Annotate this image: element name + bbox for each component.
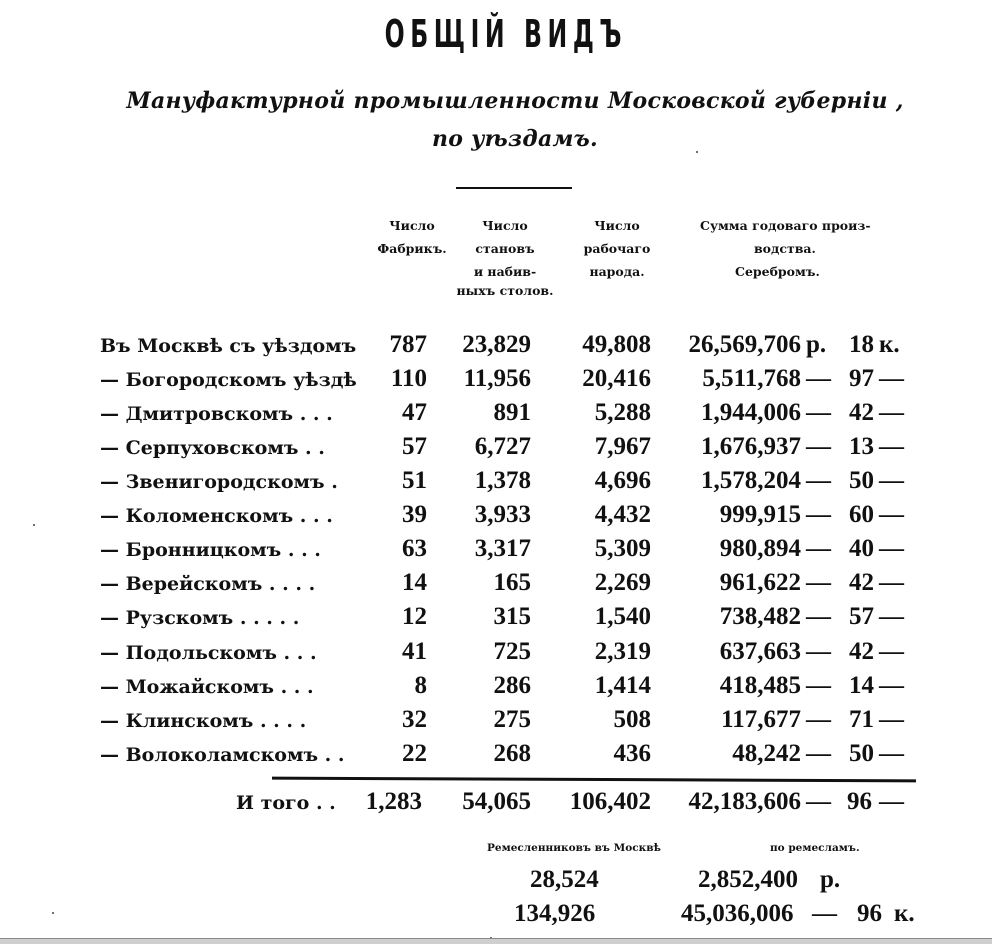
kop-mark: — bbox=[879, 467, 904, 494]
district-name: Въ Москвѣ съ уѣздомъ bbox=[100, 335, 357, 357]
factories-cell: 12 bbox=[402, 603, 427, 630]
workers-cell: 436 bbox=[613, 740, 651, 767]
factories-cell: 32 bbox=[402, 706, 427, 733]
looms-cell: 11,956 bbox=[463, 365, 531, 392]
table-row bbox=[0, 401, 992, 431]
workers-cell: 1,540 bbox=[594, 603, 651, 630]
viewer-bottom-edge bbox=[0, 938, 992, 944]
rub-mark: р. bbox=[806, 331, 827, 358]
scan-speck bbox=[696, 151, 698, 153]
looms-cell: 725 bbox=[493, 638, 531, 665]
header-looms bbox=[455, 214, 555, 302]
rub-mark: — bbox=[806, 535, 831, 562]
table-row bbox=[0, 742, 992, 772]
looms-cell: 268 bbox=[493, 740, 531, 767]
sum-cell: 117,677 bbox=[721, 706, 801, 733]
header-line: Сумма годоваго произ- bbox=[700, 218, 871, 233]
factories-cell: 110 bbox=[390, 365, 427, 392]
workers-cell: 2,269 bbox=[594, 569, 651, 596]
kop-mark: — bbox=[879, 535, 904, 562]
sum-cell: 1,676,937 bbox=[701, 433, 801, 460]
kop-mark: к. bbox=[879, 331, 900, 358]
header-line: народа. bbox=[589, 264, 645, 279]
header-line: рабочаго bbox=[583, 241, 651, 256]
total-sum: 42,183,606 bbox=[688, 788, 801, 815]
sum-cell: 418,485 bbox=[719, 672, 801, 699]
page-title: ОБЩІЙ ВИДЪ bbox=[384, 12, 628, 56]
workers-cell: 49,808 bbox=[582, 331, 651, 358]
rub-mark: — bbox=[806, 399, 831, 426]
district-name: — Волоколамскомъ . . bbox=[100, 744, 345, 766]
looms-cell: 3,933 bbox=[474, 501, 531, 528]
district-name: — Коломенскомъ . . . bbox=[100, 505, 333, 527]
kop-cell: 50 bbox=[849, 740, 874, 767]
rub-mark: — bbox=[806, 740, 831, 767]
kop-cell: 57 bbox=[849, 603, 874, 630]
looms-cell: 315 bbox=[493, 603, 531, 630]
factories-cell: 47 bbox=[402, 399, 427, 426]
kop-cell: 42 bbox=[849, 638, 874, 665]
rub-mark: — bbox=[806, 638, 831, 665]
rub-mark: — bbox=[806, 672, 831, 699]
table-row bbox=[0, 503, 992, 533]
header-line: и набив- bbox=[473, 264, 537, 279]
header-annual-sum bbox=[688, 214, 920, 283]
header-line: Число bbox=[482, 218, 528, 233]
looms-cell: 23,829 bbox=[462, 331, 531, 358]
scan-speck bbox=[52, 912, 54, 914]
table-row bbox=[0, 435, 992, 465]
total-kop-mark: — bbox=[879, 788, 904, 815]
looms-cell: 3,317 bbox=[474, 535, 531, 562]
sum-cell: 999,915 bbox=[719, 501, 801, 528]
header-line: ныхъ столов. bbox=[456, 283, 554, 298]
sum-cell: 637,663 bbox=[719, 638, 801, 665]
kop-mark: — bbox=[879, 706, 904, 733]
kop-cell: 18 bbox=[849, 331, 874, 358]
kop-cell: 13 bbox=[849, 433, 874, 460]
title-divider bbox=[456, 187, 572, 189]
looms-cell: 891 bbox=[493, 399, 531, 426]
looms-cell: 275 bbox=[493, 706, 531, 733]
kop-mark: — bbox=[879, 638, 904, 665]
sum-cell: 738,482 bbox=[719, 603, 801, 630]
sum-cell: 48,242 bbox=[732, 740, 801, 767]
kop-cell: 60 bbox=[849, 501, 874, 528]
total-kop: 96 bbox=[847, 788, 872, 815]
header-line: Число bbox=[594, 218, 640, 233]
kop-cell: 14 bbox=[849, 672, 874, 699]
table-row bbox=[0, 571, 992, 601]
table-row bbox=[0, 333, 992, 363]
subtitle-line-1: Мануфактурной промышленности Московской губерніи , bbox=[126, 88, 904, 114]
grand-dash: — bbox=[812, 900, 837, 927]
looms-cell: 165 bbox=[493, 569, 531, 596]
grand-kop-mark: к. bbox=[894, 900, 915, 927]
kop-mark: — bbox=[879, 365, 904, 392]
header-line: водства. bbox=[754, 241, 816, 256]
kop-cell: 42 bbox=[849, 569, 874, 596]
crafts-header: по ремесламъ. bbox=[770, 842, 860, 854]
workers-cell: 7,967 bbox=[594, 433, 651, 460]
total-factories: 1,283 bbox=[365, 788, 422, 815]
sum-cell: 5,511,768 bbox=[702, 365, 801, 392]
rub-mark: — bbox=[806, 365, 831, 392]
factories-cell: 787 bbox=[389, 331, 427, 358]
kop-mark: — bbox=[879, 672, 904, 699]
looms-cell: 286 bbox=[493, 672, 531, 699]
district-name: — Можайскомъ . . . bbox=[100, 676, 314, 698]
table-row bbox=[0, 674, 992, 704]
district-name: — Клинскомъ . . . . bbox=[100, 710, 307, 732]
header-line: Фабрикъ. bbox=[377, 241, 447, 256]
sum-cell: 1,944,006 bbox=[701, 399, 801, 426]
header-factories bbox=[372, 214, 452, 260]
kop-mark: — bbox=[879, 603, 904, 630]
table-row bbox=[0, 605, 992, 635]
total-looms: 54,065 bbox=[462, 788, 531, 815]
factories-cell: 57 bbox=[402, 433, 427, 460]
rub-mark: — bbox=[806, 467, 831, 494]
sum-cell: 1,578,204 bbox=[701, 467, 801, 494]
header-workers bbox=[570, 214, 664, 283]
factories-cell: 14 bbox=[402, 569, 427, 596]
table-row bbox=[0, 367, 992, 397]
kop-cell: 50 bbox=[849, 467, 874, 494]
table-row bbox=[0, 537, 992, 567]
district-name: — Верейскомъ . . . . bbox=[100, 573, 316, 595]
kop-mark: — bbox=[879, 569, 904, 596]
kop-mark: — bbox=[879, 740, 904, 767]
factories-cell: 51 bbox=[402, 467, 427, 494]
kop-cell: 40 bbox=[849, 535, 874, 562]
crafts-unit: р. bbox=[820, 866, 841, 893]
kop-mark: — bbox=[879, 399, 904, 426]
header-line: становъ bbox=[475, 241, 535, 256]
workers-cell: 5,288 bbox=[594, 399, 651, 426]
district-name: — Звенигородскомъ . bbox=[100, 471, 338, 493]
workers-cell: 4,432 bbox=[594, 501, 651, 528]
workers-cell: 4,696 bbox=[594, 467, 651, 494]
district-name: — Бронницкомъ . . . bbox=[100, 539, 321, 561]
factories-cell: 63 bbox=[402, 535, 427, 562]
workers-cell: 1,414 bbox=[594, 672, 651, 699]
header-line: Серебромъ. bbox=[735, 264, 820, 279]
factories-cell: 39 bbox=[402, 501, 427, 528]
header-line: Число bbox=[389, 218, 435, 233]
kop-cell: 97 bbox=[849, 365, 874, 392]
sum-cell: 26,569,706 bbox=[688, 331, 801, 358]
table-row bbox=[0, 640, 992, 670]
rub-mark: — bbox=[806, 603, 831, 630]
total-workers: 106,402 bbox=[569, 788, 651, 815]
grand-workers: 134,926 bbox=[514, 900, 596, 927]
rub-mark: — bbox=[806, 501, 831, 528]
kop-mark: — bbox=[879, 433, 904, 460]
factories-cell: 22 bbox=[402, 740, 427, 767]
district-name: — Рузскомъ . . . . . bbox=[100, 607, 300, 629]
rub-mark: — bbox=[806, 433, 831, 460]
district-name: — Богородскомъ уѣздѣ bbox=[100, 369, 357, 391]
subtitle-line-2: по уѣздамъ. bbox=[431, 126, 599, 152]
workers-cell: 508 bbox=[613, 706, 651, 733]
rub-mark: — bbox=[806, 706, 831, 733]
total-row bbox=[0, 790, 992, 820]
sum-cell: 961,622 bbox=[719, 569, 801, 596]
factories-cell: 41 bbox=[402, 638, 427, 665]
workers-cell: 5,309 bbox=[594, 535, 651, 562]
table-row bbox=[0, 708, 992, 738]
grand-sum: 45,036,006 bbox=[681, 900, 794, 927]
district-name: — Серпуховскомъ . . bbox=[100, 437, 325, 459]
looms-cell: 6,727 bbox=[474, 433, 531, 460]
sum-cell: 980,894 bbox=[719, 535, 801, 562]
total-divider bbox=[272, 777, 916, 783]
total-rub-mark: — bbox=[806, 788, 831, 815]
district-name: — Дмитровскомъ . . . bbox=[100, 403, 333, 425]
workers-cell: 20,416 bbox=[582, 365, 651, 392]
grand-kop: 96 bbox=[857, 900, 882, 927]
workers-cell: 2,319 bbox=[594, 638, 651, 665]
looms-cell: 1,378 bbox=[474, 467, 531, 494]
factories-cell: 8 bbox=[414, 672, 427, 699]
crafts-value: 2,852,400 bbox=[698, 866, 798, 893]
kop-cell: 42 bbox=[849, 399, 874, 426]
district-name: — Подольскомъ . . . bbox=[100, 642, 317, 664]
rub-mark: — bbox=[806, 569, 831, 596]
scan-speck bbox=[33, 524, 35, 526]
kop-mark: — bbox=[879, 501, 904, 528]
kop-cell: 71 bbox=[849, 706, 874, 733]
craftsmen-value: 28,524 bbox=[530, 866, 599, 893]
total-label: И того . . bbox=[236, 792, 336, 814]
craftsmen-header: Ремесленниковъ въ Москвѣ bbox=[487, 842, 661, 854]
table-row bbox=[0, 469, 992, 499]
